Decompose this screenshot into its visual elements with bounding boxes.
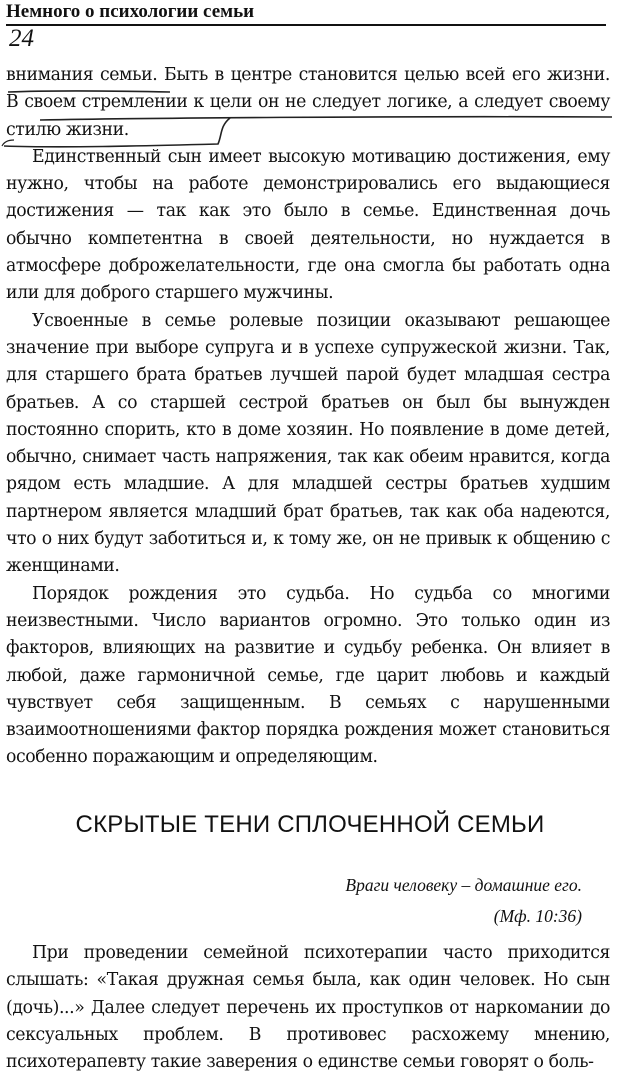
section-title: СКРЫТЫЕ ТЕНИ СПЛОЧЕННОЙ СЕМЬИ [75,811,545,838]
paragraph: Порядок рождения это судьба. Но судьба со многими неизвестными. Число вариантов огромно. Это только один из факторов, влияющих на развитие и судьбу ребенка. Он влияет в любой, даже гармоничной семье, где царит любовь и каждый чувствует себя защищенным. В семьях с нарушенными взаимоотношениями фактор порядка рождения может становиться особенно поражающим и определяющим. [6,583,610,768]
epigraph [345,870,582,932]
epigraph-source: (Мф. 10:36) [493,906,582,926]
epigraph-quote: Враги человеку – домашние его. [345,875,582,895]
body-text [6,62,610,772]
paragraph: При проведении семейной психотерапии часто приходится слышать: «Такая дружная семья была, как один человек. Но сын (дочь)...» Далее следует перечень их проступков от наркомании до сексуальных проблем. В противовес расхожему мнению, психотерапевту такие заверения о единстве семьи говорят о боль- [6,943,610,1073]
running-head: Немного о психологии семьи [6,0,606,26]
paragraph: Единственный сын имеет высокую мотивацию достижения, ему нужно, чтобы на работе демонстрировались его выдающиеся достижения — так как это было в семье. Единственная дочь обычно компетентна в своей деятельности, но нуждается в атмосфере доброжелательности, где она смогла бы работать одна или для доброго старшего мужчины. [6,146,610,304]
section-text [6,940,610,1076]
page-number: 24 [9,25,34,52]
paragraph: Усвоенные в семье ролевые позиции оказывают решающее значение при выборе супруга и в успехе супружеской жизни. Так, для старшего брата братьев лучшей парой будет младшая сестра братьев. А со старшей сестрой братьев он был бы вынужден постоянно спорить, кто в доме хозяин. Но появление в доме детей, обычно, снимает часть напряжения, так как обеим нравится, когда рядом есть младшие. А для младшей сестры братьев худшим партнером является младший брат братьев, так как оба надеются, что о них будут заботиться и, к тому же, он не привык к общению с женщинами. [6,310,610,577]
paragraph: внимания семьи. Быть в центре становится целью всей его жизни. В своем стремлении к цели он не следует логике, а следует своему стилю жизни. [6,65,610,140]
